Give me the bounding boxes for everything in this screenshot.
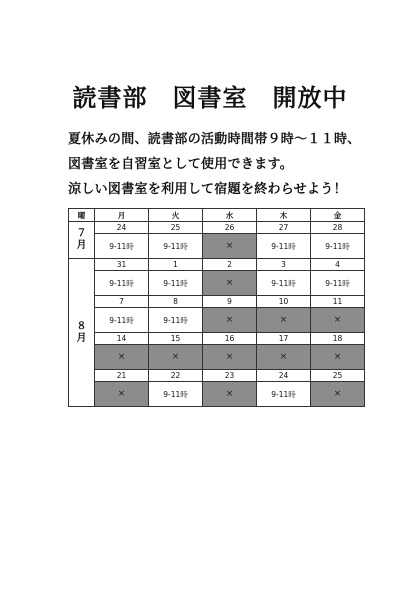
calendar-date-cell: 26 — [203, 222, 257, 234]
closed-cell: × — [149, 345, 203, 370]
open-hours-cell: 9-11時 — [257, 382, 311, 407]
intro-line: 図書室を自習室として使用できます。 — [68, 157, 294, 172]
closed-cell: × — [95, 345, 149, 370]
calendar-date-cell: 17 — [257, 333, 311, 345]
page-title: 読書部 図書室 開放中 — [72, 84, 348, 112]
calendar-date-row — [69, 370, 365, 382]
closed-cell: × — [311, 345, 365, 370]
header-tue: 火 — [149, 209, 203, 222]
intro-text — [68, 127, 398, 202]
header-thu: 木 — [257, 209, 311, 222]
calendar-slot-row — [69, 234, 365, 259]
calendar-date-row — [69, 259, 365, 271]
open-hours-cell: 9-11時 — [149, 234, 203, 259]
closed-cell: × — [203, 308, 257, 333]
calendar-slot-row — [69, 271, 365, 296]
open-hours-cell: 9-11時 — [257, 234, 311, 259]
calendar-date-cell: 16 — [203, 333, 257, 345]
calendar-date-cell: 25 — [311, 370, 365, 382]
closed-cell: × — [203, 271, 257, 296]
calendar-date-row — [69, 333, 365, 345]
calendar-date-cell: 1 — [149, 259, 203, 271]
calendar-date-row — [69, 296, 365, 308]
open-hours-cell: 9-11時 — [95, 308, 149, 333]
header-fri: 金 — [311, 209, 365, 222]
open-hours-cell: 9-11時 — [95, 234, 149, 259]
calendar-date-cell: 28 — [311, 222, 365, 234]
intro-line: 涼しい図書室を利用して宿題を終わらせよう！ — [68, 182, 347, 197]
calendar-date-cell: 22 — [149, 370, 203, 382]
calendar-header-row — [69, 209, 365, 222]
closed-cell: × — [95, 382, 149, 407]
closed-cell: × — [203, 345, 257, 370]
calendar-date-cell: 11 — [311, 296, 365, 308]
open-hours-cell: 9-11時 — [311, 271, 365, 296]
open-hours-cell: 9-11時 — [311, 234, 365, 259]
calendar-date-cell: 9 — [203, 296, 257, 308]
closed-cell: × — [203, 234, 257, 259]
open-hours-cell: 9-11時 — [149, 271, 203, 296]
open-hours-cell: 9-11時 — [149, 308, 203, 333]
calendar-date-cell: 21 — [95, 370, 149, 382]
calendar-date-cell: 8 — [149, 296, 203, 308]
header-wed: 水 — [203, 209, 257, 222]
calendar-slot-row — [69, 308, 365, 333]
calendar-date-cell: 27 — [257, 222, 311, 234]
closed-cell: × — [257, 308, 311, 333]
open-hours-cell: 9-11時 — [149, 382, 203, 407]
month-label-august: ８ 月 — [69, 259, 95, 407]
opening-calendar — [68, 208, 365, 407]
open-hours-cell: 9-11時 — [257, 271, 311, 296]
calendar-date-cell: 18 — [311, 333, 365, 345]
calendar-date-cell: 23 — [203, 370, 257, 382]
closed-cell: × — [257, 345, 311, 370]
calendar-date-cell: 7 — [95, 296, 149, 308]
calendar-date-cell: 25 — [149, 222, 203, 234]
calendar-slot-row — [69, 382, 365, 407]
calendar-date-cell: 31 — [95, 259, 149, 271]
calendar-date-row — [69, 222, 365, 234]
header-weekday-label: 曜 — [69, 209, 95, 222]
closed-cell: × — [311, 382, 365, 407]
calendar-date-cell: 14 — [95, 333, 149, 345]
open-hours-cell: 9-11時 — [95, 271, 149, 296]
calendar-date-cell: 24 — [257, 370, 311, 382]
month-label-july: ７ 月 — [69, 222, 95, 259]
calendar-date-cell: 3 — [257, 259, 311, 271]
calendar-date-cell: 15 — [149, 333, 203, 345]
closed-cell: × — [203, 382, 257, 407]
calendar-slot-row — [69, 345, 365, 370]
closed-cell: × — [311, 308, 365, 333]
calendar-date-cell: 24 — [95, 222, 149, 234]
calendar-date-cell: 2 — [203, 259, 257, 271]
header-mon: 月 — [95, 209, 149, 222]
intro-line: 夏休みの間、読書部の活動時間帯９時～１１時、 — [68, 132, 361, 147]
calendar-date-cell: 4 — [311, 259, 365, 271]
calendar-date-cell: 10 — [257, 296, 311, 308]
